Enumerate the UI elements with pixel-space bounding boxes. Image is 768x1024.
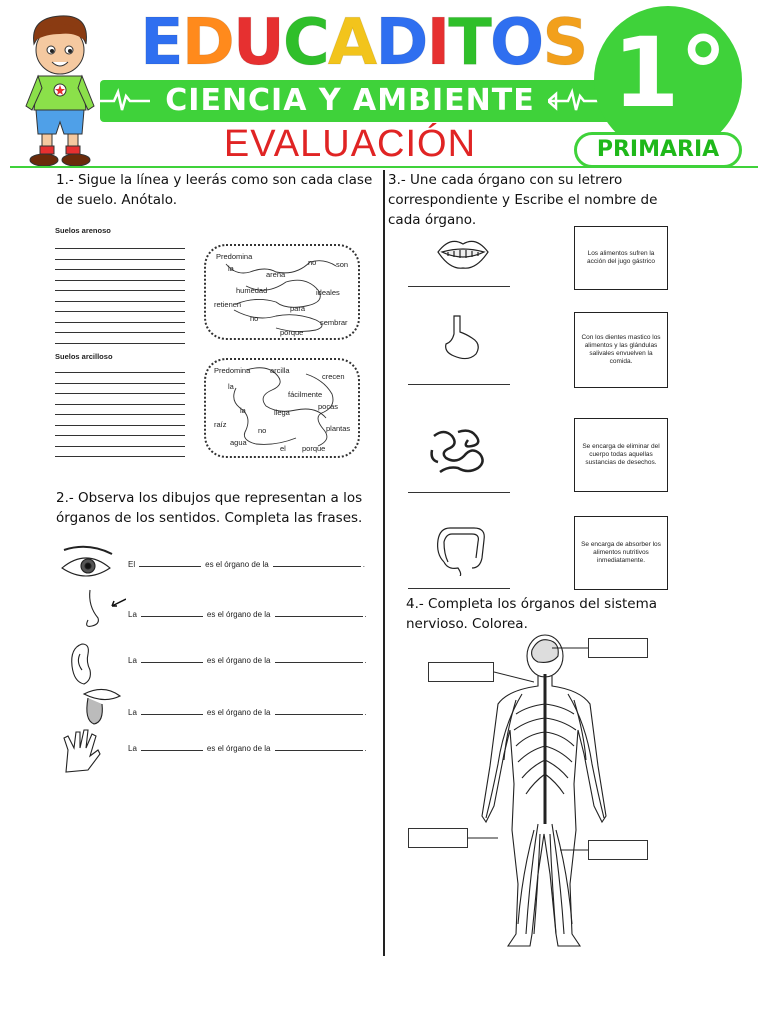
maze2-word: la xyxy=(240,406,246,415)
maze2-word: llega xyxy=(274,408,290,417)
blank-sense[interactable] xyxy=(275,616,363,617)
label-box-nerves-right[interactable] xyxy=(588,840,648,860)
maze2-word: crecen xyxy=(322,372,345,381)
organ-name-line[interactable] xyxy=(408,384,510,385)
sentence-end: . xyxy=(364,610,367,619)
brand-letter: C xyxy=(282,6,328,80)
maze2-word: pocas xyxy=(318,402,339,411)
maze2-word: arcilla xyxy=(270,366,290,375)
sentence-start: La xyxy=(128,744,137,753)
maze1-word: no xyxy=(250,314,259,323)
answer-line[interactable] xyxy=(55,435,185,436)
q2-prompt: 2.- Observa los dibujos que representan a los órganos de los sentidos. Completa las frases. xyxy=(56,490,363,526)
blank-sense[interactable] xyxy=(273,566,361,567)
maze2-word: la xyxy=(228,382,234,391)
brand-letter: I xyxy=(426,6,449,80)
blank-organ[interactable] xyxy=(141,714,203,715)
organ-name-line[interactable] xyxy=(408,492,510,493)
q1-prompt: 1.- Sigue la línea y leerás como son cada clase de suelo. Anótalo. xyxy=(56,172,373,208)
small-intestine-icon xyxy=(428,426,490,476)
maze1-word: humedad xyxy=(236,286,268,295)
label-box-nerves-left[interactable] xyxy=(408,828,468,848)
brand-letter: E xyxy=(140,6,182,80)
answer-line[interactable] xyxy=(55,425,185,426)
brand-title xyxy=(140,6,587,80)
maze2-word: plantas xyxy=(326,424,351,433)
maze1-word: arena xyxy=(266,270,286,279)
sentence-start: La xyxy=(128,708,137,717)
mouth-icon xyxy=(436,234,490,274)
header-divider xyxy=(10,166,758,168)
sense-sentence xyxy=(128,744,367,753)
sentence-mid: es el órgano de la xyxy=(206,610,271,619)
blank-sense[interactable] xyxy=(275,662,363,663)
brand-letter: D xyxy=(181,6,233,80)
answer-line[interactable] xyxy=(55,343,185,344)
sentence-start: La xyxy=(128,610,137,619)
pointer-line xyxy=(552,646,588,650)
description-card[interactable]: Se encarga de eliminar del cuerpo todas aquellas sustancias de desechos. xyxy=(574,418,668,492)
maze2-word: no xyxy=(258,426,267,435)
maze1-word: retienen xyxy=(214,300,242,309)
large-intestine-icon xyxy=(434,518,490,576)
answer-line[interactable] xyxy=(55,414,185,415)
answer-line[interactable] xyxy=(55,372,185,373)
answer-line[interactable] xyxy=(55,332,185,333)
organ-name-line[interactable] xyxy=(408,588,510,589)
description-card[interactable]: Con los dientes mastico los alimentos y las glándulas salivales envuelven la comida. xyxy=(574,312,668,388)
maze2-word: raíz xyxy=(214,420,227,429)
blank-organ[interactable] xyxy=(141,616,203,617)
maze1-word: Predomina xyxy=(216,252,253,261)
sense-sentence xyxy=(128,610,367,619)
word-maze-arenoso xyxy=(204,244,360,340)
answer-line[interactable] xyxy=(55,383,185,384)
pointer-line xyxy=(560,848,588,852)
brand-letter: A xyxy=(327,6,376,80)
maze2-word: Predomina xyxy=(214,366,251,375)
description-card[interactable]: Los alimentos sufren la acción del jugo gástrico xyxy=(574,226,668,290)
page-title: EVALUACIÓN xyxy=(223,123,477,165)
sentence-mid: es el órgano de la xyxy=(206,656,271,665)
answer-line[interactable] xyxy=(55,456,185,457)
sentence-end: . xyxy=(362,560,365,569)
word-maze-arcilloso xyxy=(204,358,360,458)
q1-label-arenoso: Suelos arenoso xyxy=(55,226,111,235)
blank-sense[interactable] xyxy=(275,714,363,715)
maze2-word: el xyxy=(280,444,286,453)
grade-number: 1° xyxy=(612,17,728,129)
organ-name-line[interactable] xyxy=(408,286,510,287)
stomach-icon xyxy=(440,314,484,362)
sentence-start: La xyxy=(128,656,137,665)
maze1-word: ideales xyxy=(316,288,340,297)
maze2-word: agua xyxy=(230,438,247,447)
maze1-word: porque xyxy=(280,328,304,337)
brand-letter: U xyxy=(232,6,283,80)
answer-line[interactable] xyxy=(55,290,185,291)
maze2-word: porque xyxy=(302,444,326,453)
arrow-icon xyxy=(110,598,126,608)
q1-label-arcilloso: Suelos arcilloso xyxy=(55,352,113,361)
pointer-line xyxy=(494,670,534,684)
q4-prompt: 4.- Completa los órganos del sistema nervioso. Colorea. xyxy=(406,596,658,632)
maze1-word: son xyxy=(336,260,349,269)
answer-line[interactable] xyxy=(55,269,185,270)
sense-sentence xyxy=(128,708,367,717)
answer-line[interactable] xyxy=(55,248,185,249)
answer-line[interactable] xyxy=(55,446,185,447)
sentence-end: . xyxy=(364,744,367,753)
brand-letter: S xyxy=(542,6,587,80)
q3-prompt: 3.- Une cada órgano con su letrero correspondiente y Escribe el nombre de cada órgano. xyxy=(388,172,658,228)
maze1-word: no xyxy=(308,258,317,267)
sense-sentence xyxy=(128,560,365,569)
answer-line[interactable] xyxy=(55,404,185,405)
maze2-word: fácilmente xyxy=(288,390,323,399)
maze1-word: la xyxy=(228,264,234,273)
sentence-mid: es el órgano de la xyxy=(206,744,271,753)
mascot-boy xyxy=(20,10,100,168)
blank-organ[interactable] xyxy=(141,662,203,663)
brand-letter: O xyxy=(489,6,543,80)
answer-line[interactable] xyxy=(55,311,185,312)
sentence-end: . xyxy=(364,708,367,717)
blank-organ[interactable] xyxy=(141,750,203,751)
answer-line[interactable] xyxy=(55,280,185,281)
pointer-line xyxy=(468,836,498,840)
sense-organs-illustration xyxy=(54,544,126,776)
description-card[interactable]: Se encarga de absorber los alimentos nutritivos inmediatamente. xyxy=(574,516,668,590)
maze1-word: para xyxy=(290,304,306,313)
sense-sentence xyxy=(128,656,367,665)
sentence-mid: es el órgano de la xyxy=(205,560,269,569)
brand-letter: T xyxy=(448,6,490,80)
level-label: PRIMARIA xyxy=(574,132,742,168)
answer-line[interactable] xyxy=(55,301,185,302)
sentence-start: El xyxy=(128,560,136,569)
label-box-spinal-cord[interactable] xyxy=(428,662,494,682)
blank-sense[interactable] xyxy=(275,750,363,751)
maze1-word: sembrar xyxy=(320,318,348,327)
column-divider xyxy=(383,170,385,956)
answer-line[interactable] xyxy=(55,259,185,260)
answer-line[interactable] xyxy=(55,322,185,323)
answer-line[interactable] xyxy=(55,393,185,394)
subject-title: CIENCIA Y AMBIENTE xyxy=(165,83,535,118)
label-box-brain[interactable] xyxy=(588,638,648,658)
brand-letter: D xyxy=(375,6,427,80)
sentence-end: . xyxy=(364,656,367,665)
blank-organ[interactable] xyxy=(139,566,201,567)
sentence-mid: es el órgano de la xyxy=(206,708,271,717)
